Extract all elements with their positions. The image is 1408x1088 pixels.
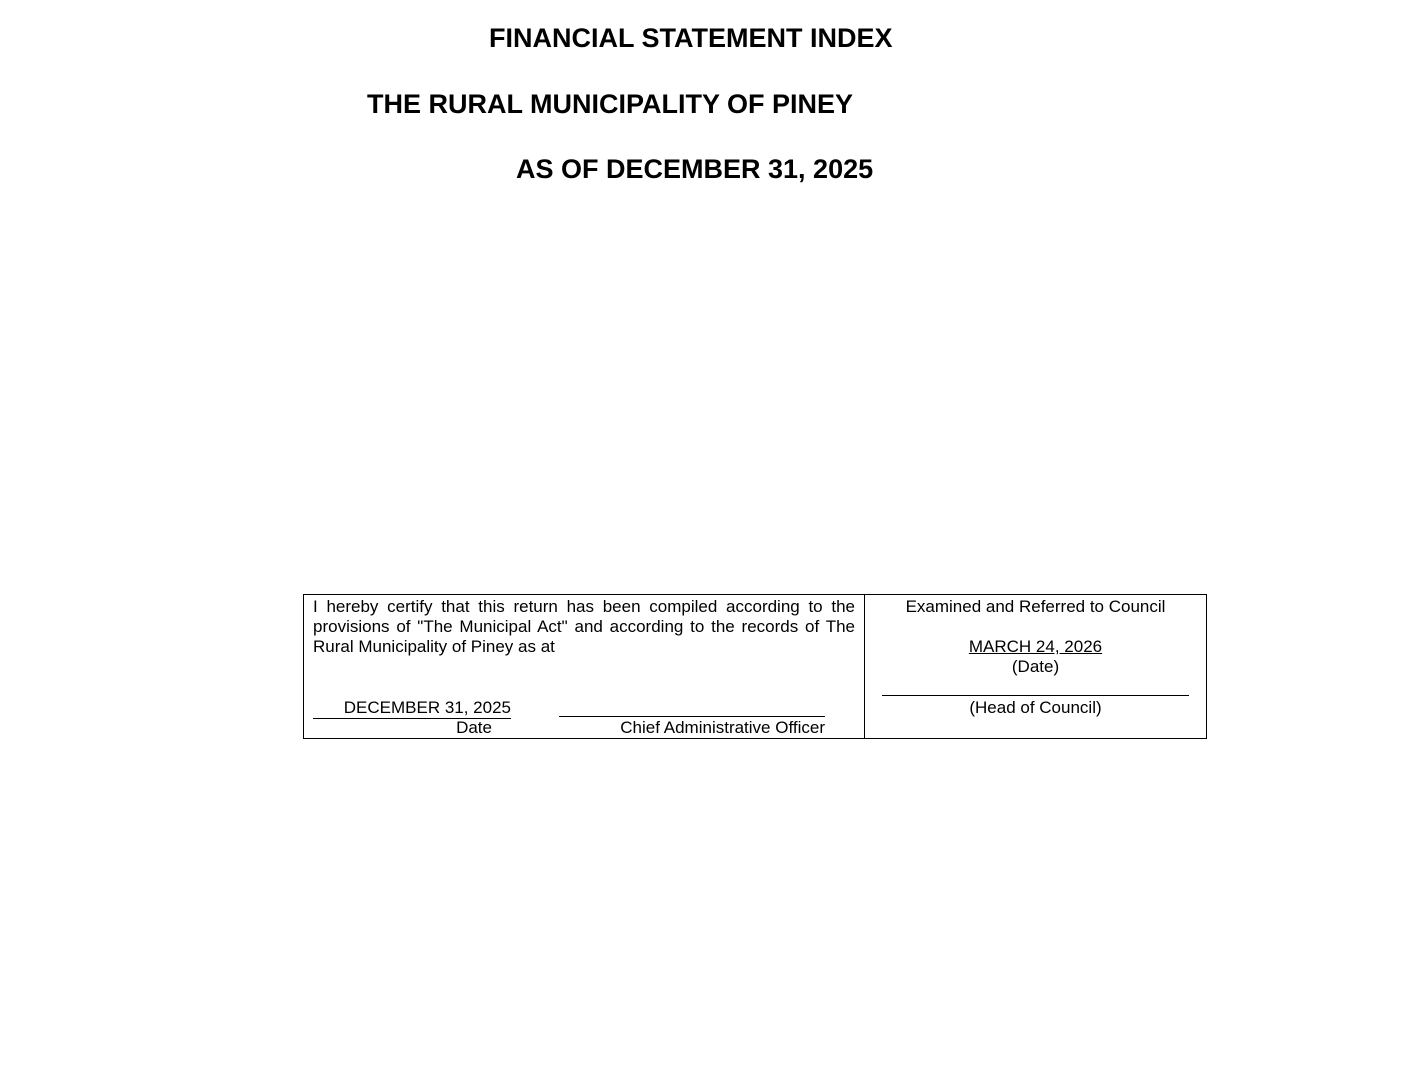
head-of-council-label: (Head of Council) xyxy=(969,698,1102,717)
municipality-name: THE RURAL MUNICIPALITY OF PINEY xyxy=(367,89,854,119)
head-of-council-signature-line xyxy=(882,695,1189,696)
certification-date-value: DECEMBER 31, 2025 xyxy=(313,698,511,719)
document-title: FINANCIAL STATEMENT INDEX xyxy=(489,23,893,53)
council-date-caption: (Date) xyxy=(1011,657,1060,676)
certification-box xyxy=(303,594,1207,739)
certification-date-label: Date xyxy=(456,718,492,737)
certification-panel xyxy=(304,595,865,738)
cao-signature-line xyxy=(559,716,825,717)
examined-referred-label: Examined and Referred to Council xyxy=(905,597,1166,616)
council-date xyxy=(865,637,1206,657)
as-of-date: AS OF DECEMBER 31, 2025 xyxy=(516,154,874,184)
cao-signature-label: Chief Administrative Officer xyxy=(620,718,825,737)
council-date-value: MARCH 24, 2026 xyxy=(968,637,1103,656)
certification-statement: I hereby certify that this return has been compiled according to the provisions of "The Municipal Act" and according to the records of The Rural Municipality of Piney as at xyxy=(313,597,855,656)
council-review-panel xyxy=(865,595,1206,738)
